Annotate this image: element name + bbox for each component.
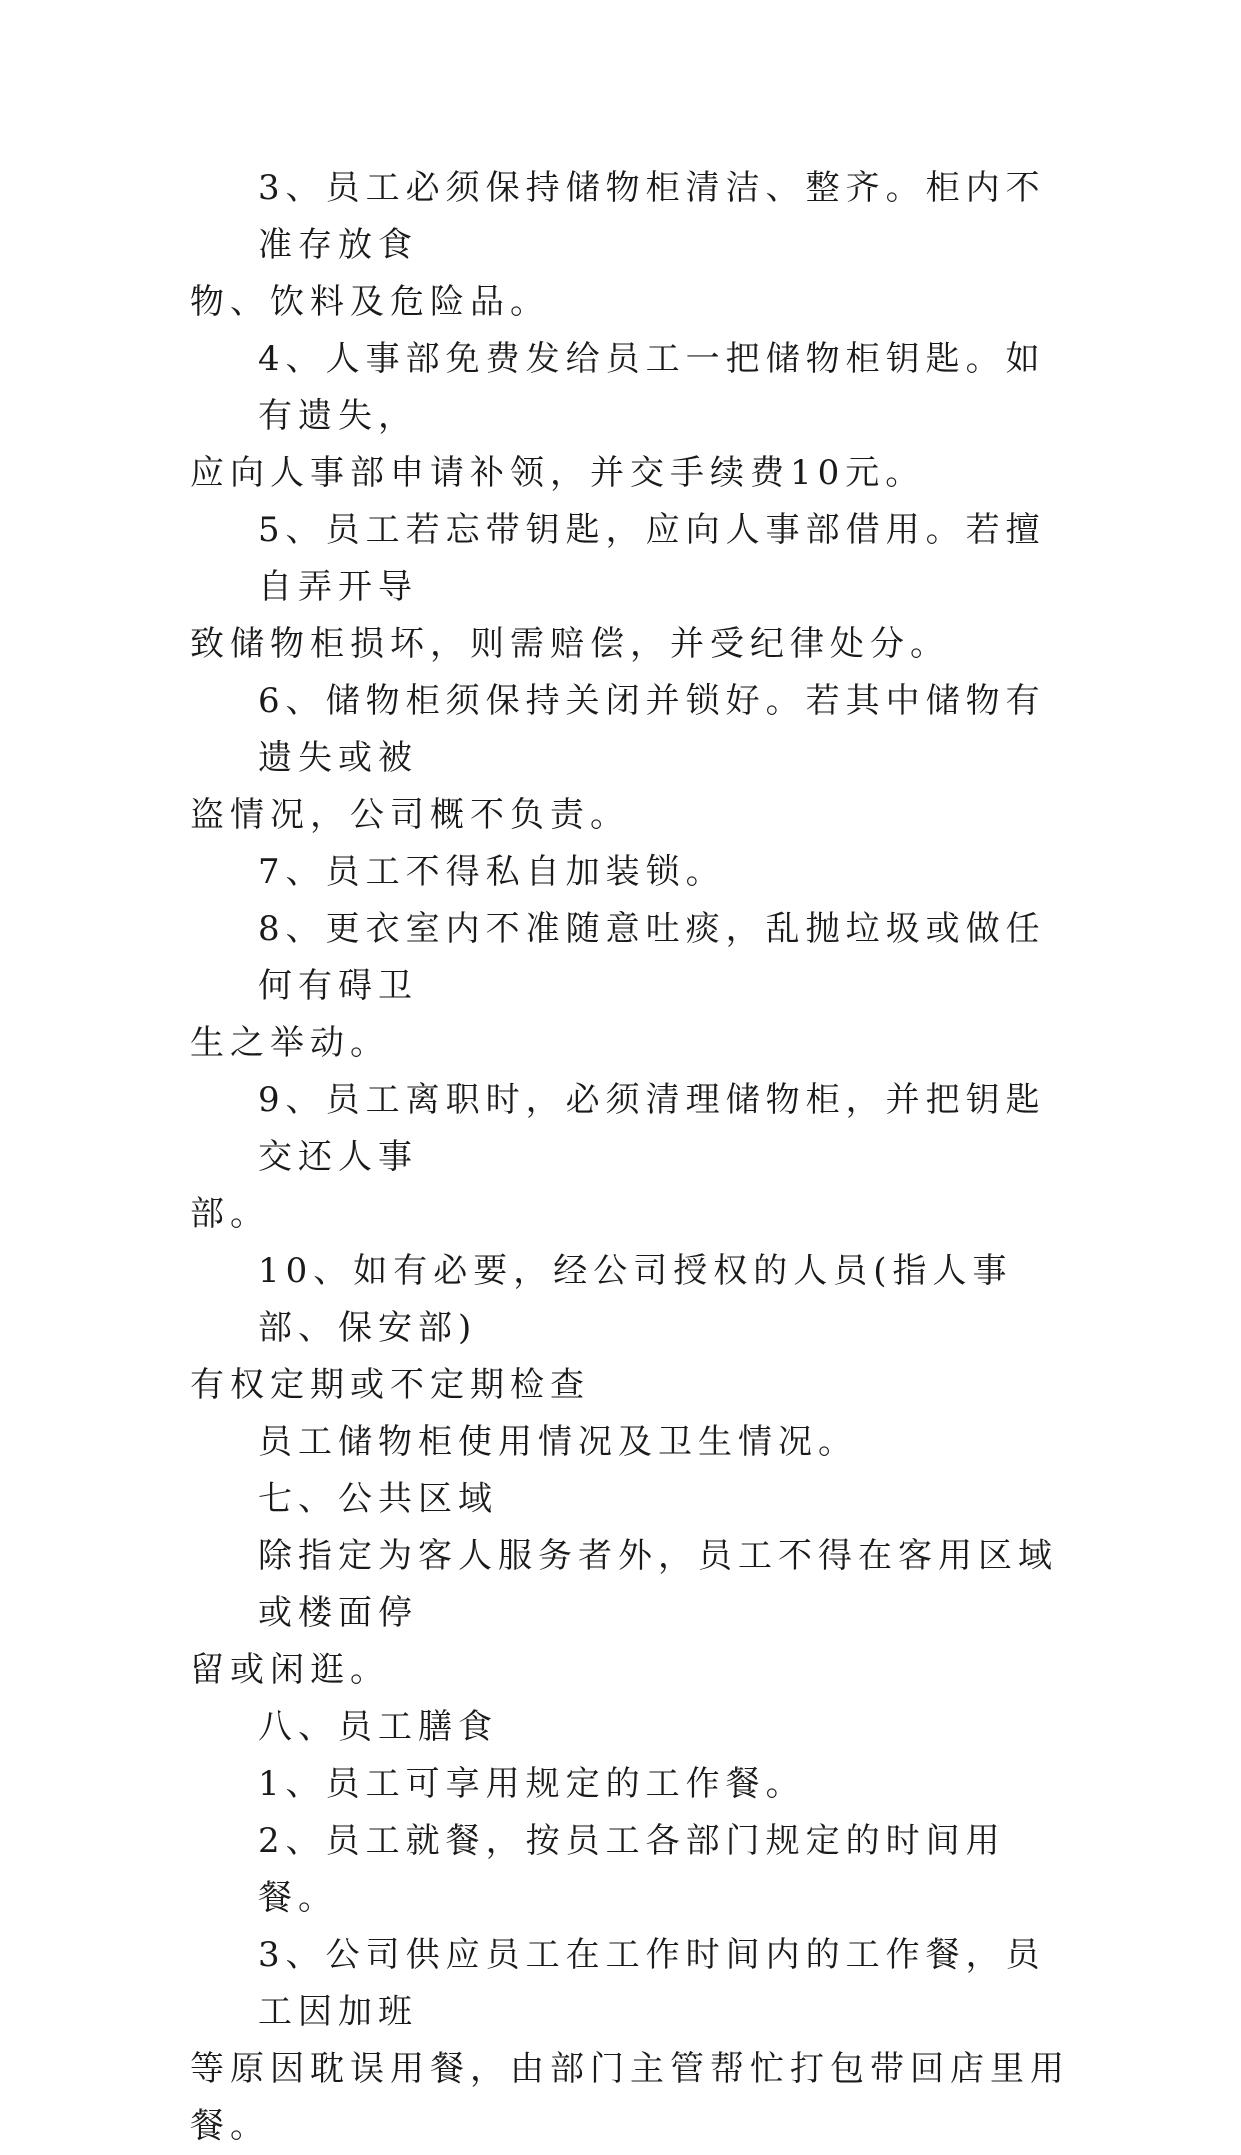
text-line: 2、员工就餐，按员工各部门规定的时间用餐。 <box>258 1821 1006 1918</box>
text-line: 部。 <box>190 1194 270 1234</box>
text-line: 有权定期或不定期检查 <box>190 1365 590 1405</box>
section-heading: 八、员工膳食 <box>258 1707 498 1747</box>
text-line: 应向人事部申请补领，并交手续费10元。 <box>190 453 926 493</box>
text-line: 7、员工不得私自加装锁。 <box>258 852 726 892</box>
text-line: 除指定为客人服务者外，员工不得在客用区域或楼面停 <box>258 1536 1058 1633</box>
section-heading: 七、公共区域 <box>258 1479 498 1519</box>
text-line: 盗情况，公司概不负责。 <box>190 795 630 835</box>
text-line: 5、员工若忘带钥匙，应向人事部借用。若擅自弄开导 <box>258 510 1046 607</box>
text-line: 9、员工离职时，必须清理储物柜，并把钥匙交还人事 <box>258 1080 1046 1177</box>
text-line: 10、如有必要，经公司授权的人员(指人事部、保安部) <box>258 1251 1013 1348</box>
text-line: 员工储物柜使用情况及卫生情况。 <box>258 1422 858 1462</box>
document-page <box>190 160 1070 2155</box>
text-line: 4、人事部免费发给员工一把储物柜钥匙。如有遗失， <box>258 339 1046 436</box>
text-line: 1、员工可享用规定的工作餐。 <box>258 1764 806 1804</box>
text-line: 6、储物柜须保持关闭并锁好。若其中储物有遗失或被 <box>258 681 1046 778</box>
text-line: 生之举动。 <box>190 1023 390 1063</box>
document-body <box>190 160 1070 2155</box>
text-line: 致储物柜损坏，则需赔偿，并受纪律处分。 <box>190 624 950 664</box>
text-line: 留或闲逛。 <box>190 1650 390 1690</box>
text-line: 3、员工必须保持储物柜清洁、整齐。柜内不准存放食 <box>258 168 1046 265</box>
text-line: 8、更衣室内不准随意吐痰，乱抛垃圾或做任何有碍卫 <box>258 909 1046 1006</box>
text-line: 物、饮料及危险品。 <box>190 282 550 322</box>
text-line: 等原因耽误用餐，由部门主管帮忙打包带回店里用餐。 <box>190 2049 1070 2146</box>
text-line: 3、公司供应员工在工作时间内的工作餐，员工因加班 <box>258 1935 1046 2032</box>
